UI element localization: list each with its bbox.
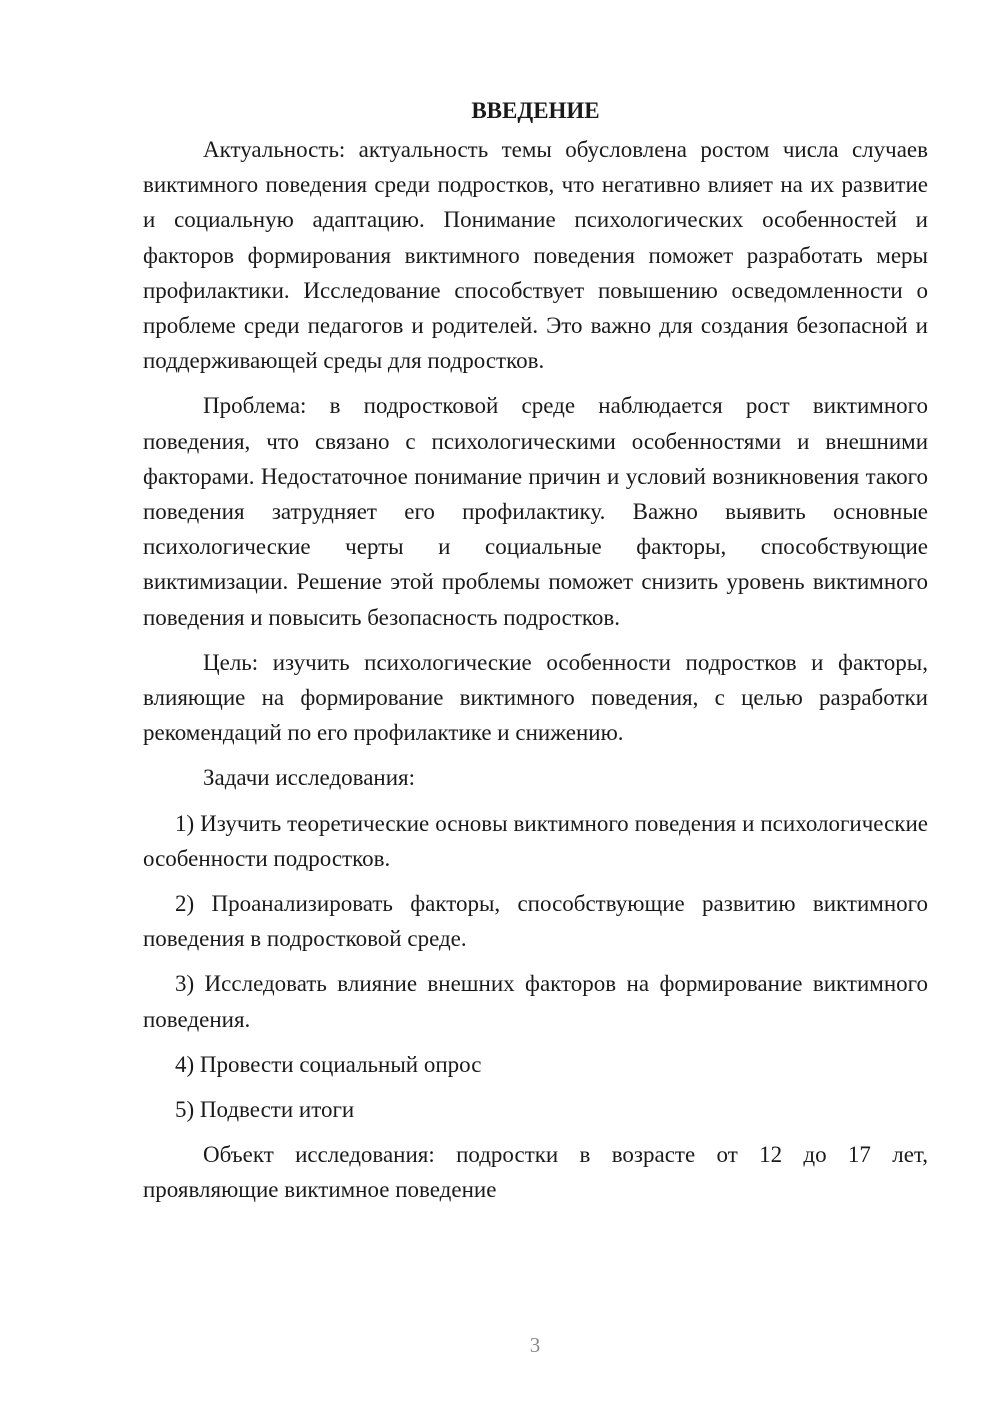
relevance-paragraph: Актуальность: актуальность темы обусловлена ростом числа случаев виктимного поведения среди подростков, что негативно влияет на их развитие и социальную адаптацию. Понимание психологических особенностей и факторов формирования виктимного поведения поможет разработать меры профилактики. Исследование способствует повышению осведомленности о проблеме среди педагогов и родителей. Это важно для создания безопасной и поддерживающей среды для подростков. bbox=[143, 137, 928, 374]
tasks-heading: Задачи исследования: bbox=[203, 765, 416, 791]
page-content bbox=[143, 93, 928, 1218]
goal-paragraph: Цель: изучить психологические особенности подростков и факторы, влияющие на формирование виктимного поведения, с целью разработки рекомендаций по его профилактике и снижению. bbox=[143, 649, 928, 746]
page-number: 3 bbox=[529, 1333, 541, 1357]
problem-paragraph: Проблема: в подростковой среде наблюдается рост виктимного поведения, что связано с психологическими особенностями и внешними факторами. Недостаточное понимание причин и условий возникновения такого поведения затрудняет его профилактику. Важно выявить основные психологические черты и социальные факторы, способствующие виктимизации. Решение этой проблемы поможет снизить уровень виктимного поведения и повысить безопасность подростков. bbox=[143, 393, 928, 630]
section-title: ВВЕДЕНИЕ bbox=[471, 98, 600, 123]
task-item-5: 5) Подвести итоги bbox=[175, 1097, 355, 1123]
task-item-3: 3) Исследовать влияние внешних факторов на формирование виктимного поведения. bbox=[143, 971, 928, 1032]
task-item-1: 1) Изучить теоретические основы виктимного поведения и психологические особенности подростков. bbox=[143, 810, 928, 871]
task-item-4: 4) Провести социальный опрос bbox=[175, 1051, 482, 1077]
task-item-2: 2) Проанализировать факторы, способствующие развитию виктимного поведения в подростковой среде. bbox=[143, 891, 928, 952]
object-paragraph: Объект исследования: подростки в возрасте от 12 до 17 лет, проявляющие виктимное поведение bbox=[143, 1142, 928, 1203]
